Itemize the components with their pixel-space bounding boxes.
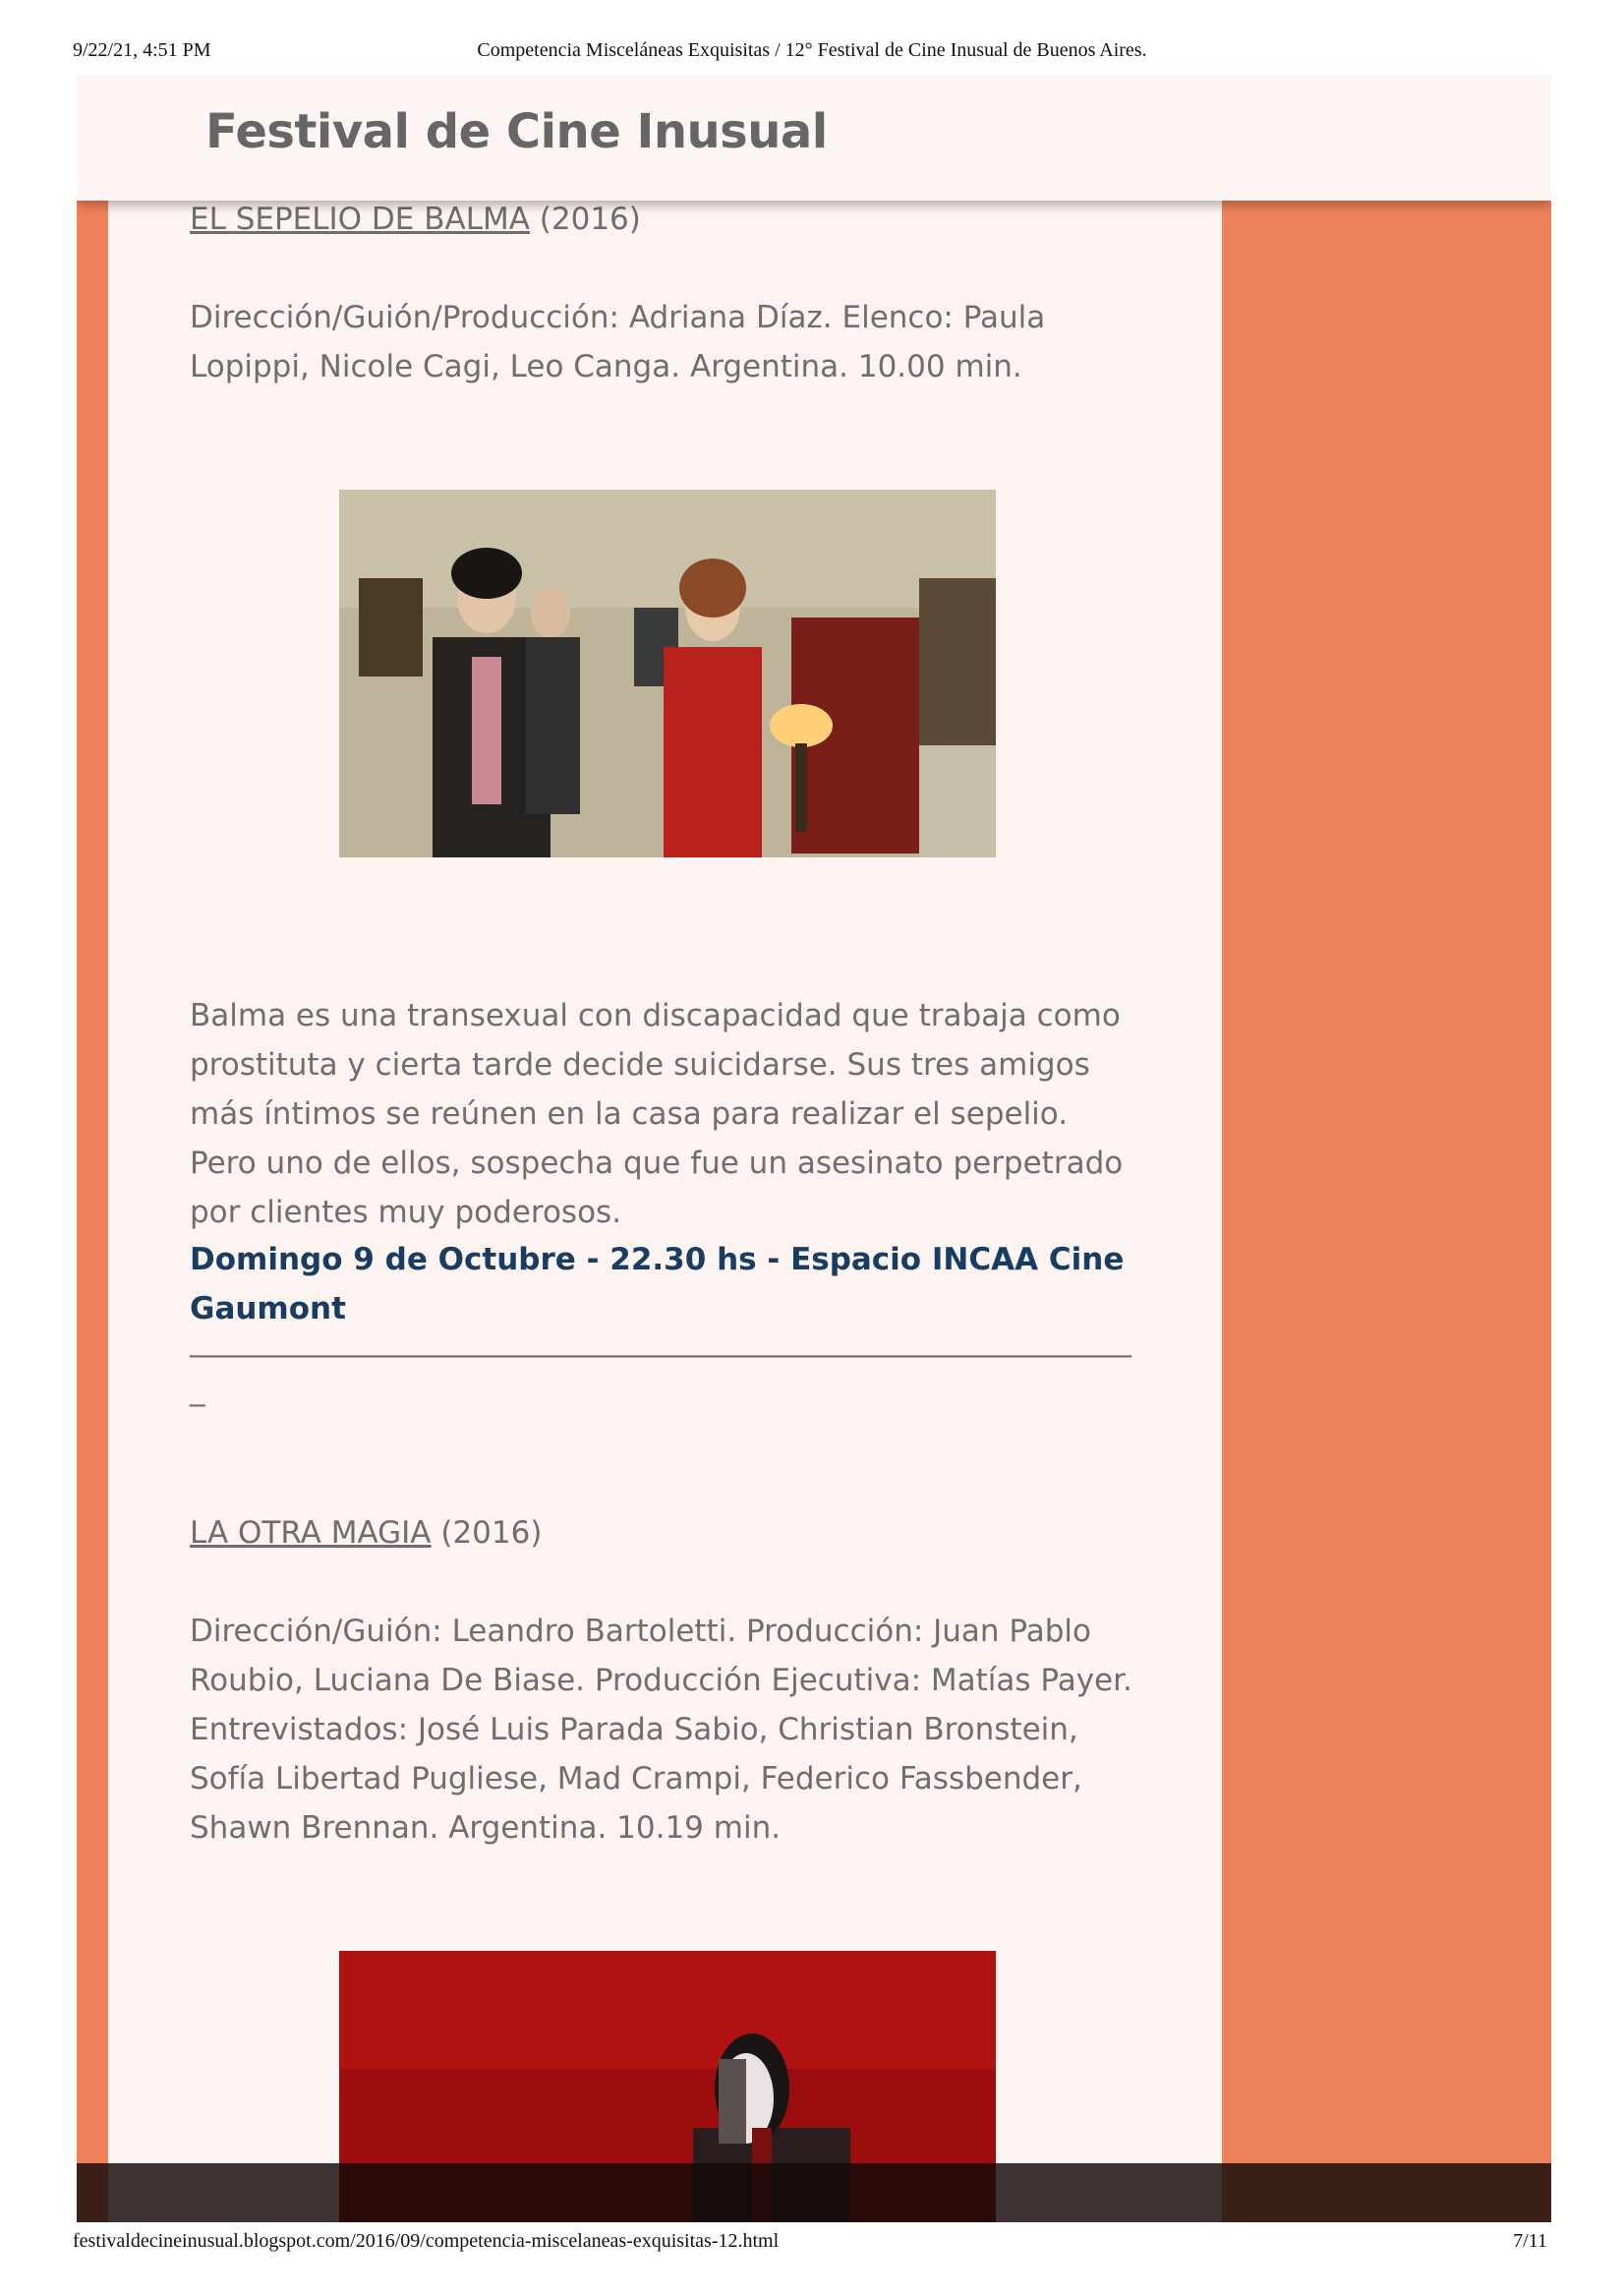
print-page-title: Competencia Misceláneas Exquisitas / 12° Festival de Cine Inusual de Buenos Aires. <box>477 39 1147 61</box>
print-url: festivaldecineinusual.blogspot.com/2016/09/competencia-miscelaneas-exquisitas-12.html <box>73 2230 780 2252</box>
film-synopsis: Balma es una transexual con discapacidad que trabaja como prostituta y cierta tarde decide suicidarse. Sus tres amigos más íntimos se reúnen en la casa para realizar el sepelio. Pero uno de ellos, sospecha que fue un asesinato perpetrado por clientes muy poderosos. <box>190 998 1124 1230</box>
film-still-graphic <box>339 490 996 857</box>
film-credits: Dirección/Guión: Leandro Bartoletti. Producción: Juan Pablo Roubio, Luciana De Biase. Producción Ejecutiva: Matías Payer. Entrevistados: José Luis Parada Sabio, Christian Bronstein, Sofía Libertad Pugliese, Mad Crampi, Federico Fassbender, Shawn Brennan. Argentina. 10.19 min. <box>190 1614 1132 1846</box>
site-header <box>77 75 1551 201</box>
site-title[interactable]: Festival de Cine Inusual <box>205 104 828 159</box>
print-datetime: 9/22/21, 4:51 PM <box>73 39 211 61</box>
film-title-link[interactable]: LA OTRA MAGIA <box>190 1515 432 1551</box>
print-footer <box>0 2230 1624 2260</box>
film-year: (2016) <box>431 1515 543 1551</box>
bottom-bar <box>77 2163 1551 2222</box>
film-screening: Domingo 9 de Octubre - 22.30 hs - Espacio INCAA Cine Gaumont <box>190 1242 1125 1326</box>
film-title-link[interactable]: EL SEPELIO DE BALMA <box>190 202 530 237</box>
film-still-image[interactable] <box>339 490 996 857</box>
film-title <box>190 195 641 244</box>
print-page-number: 7/11 <box>1513 2230 1547 2252</box>
browser-viewport <box>77 75 1551 2222</box>
film-credits: Dirección/Guión/Producción: Adriana Díaz. Elenco: Paula Lopippi, Nicole Cagi, Leo Canga. Argentina. 10.00 min. <box>190 300 1046 384</box>
film-year: (2016) <box>529 202 641 237</box>
film-title <box>190 1508 542 1558</box>
section-divider: ___________________________________________________________________ <box>190 1323 1131 1407</box>
print-header <box>0 39 1624 69</box>
